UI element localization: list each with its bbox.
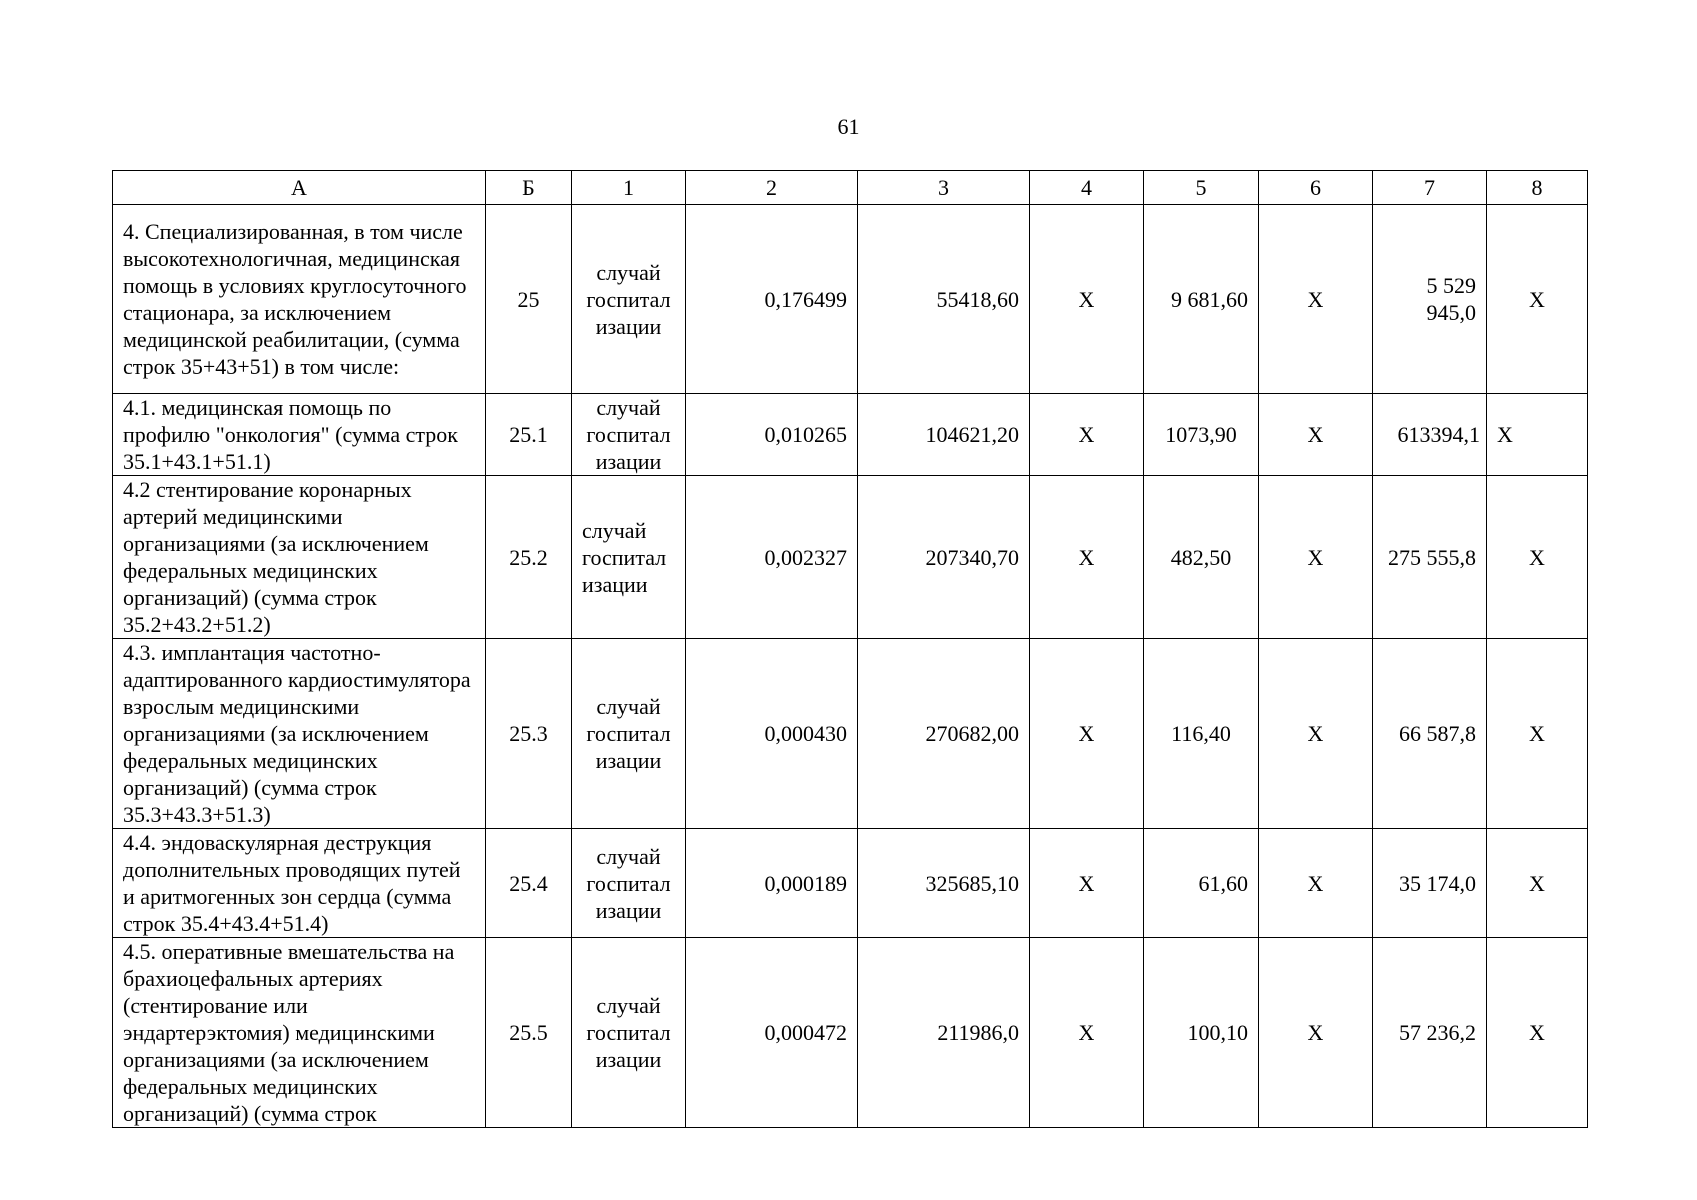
col5-cell: 9 681,60 bbox=[1144, 205, 1259, 394]
col2-cell: 0,000430 bbox=[686, 639, 858, 829]
col4-cell: Х bbox=[1030, 829, 1144, 938]
col5-cell: 1073,90 bbox=[1144, 394, 1259, 476]
col4-cell: Х bbox=[1030, 476, 1144, 639]
row-name-cell: 4. Специализированная, в том числе высокотехнологичная, медицинская помощь в условиях круглосуточного стационара, за исключением медицинской реабилитации, (сумма строк 35+43+51) в том числе: bbox=[113, 205, 486, 394]
col3-cell: 211986,0 bbox=[858, 938, 1030, 1128]
col4-cell: Х bbox=[1030, 639, 1144, 829]
col8-cell: Х bbox=[1487, 938, 1588, 1128]
page-number: 61 bbox=[837, 114, 860, 139]
header-cell-8: 8 bbox=[1487, 171, 1588, 205]
header-cell-7: 7 bbox=[1373, 171, 1487, 205]
table-row bbox=[113, 639, 1588, 829]
row-name-cell: 4.1. медицинская помощь по профилю "онкология" (сумма строк 35.1+43.1+51.1) bbox=[113, 394, 486, 476]
table-row bbox=[113, 938, 1588, 1128]
header-cell-3: 3 bbox=[858, 171, 1030, 205]
row-name-cell: 4.2 стентирование коронарных артерий медицинскими организациями (за исключением федеральных медицинских организаций) (сумма строк 35.2+43.2+51.2) bbox=[113, 476, 486, 639]
col6-cell: Х bbox=[1259, 938, 1373, 1128]
table-row bbox=[113, 476, 1588, 639]
row-name-cell: 4.5. оперативные вмешательства на брахиоцефальных артериях (стентирование или эндартерэктомия) медицинскими организациями (за исключением федеральных медицинских организаций) (сумма строк bbox=[113, 938, 486, 1128]
col4-cell: Х bbox=[1030, 938, 1144, 1128]
row-name-cell: 4.3. имплантация частотно-адаптированного кардиостимулятора взрослым медицинскими организациями (за исключением федеральных медицинских организаций) (сумма строк 35.3+43.3+51.3) bbox=[113, 639, 486, 829]
col8-cell: Х bbox=[1487, 476, 1588, 639]
col5-cell: 482,50 bbox=[1144, 476, 1259, 639]
row-number-cell: 25.1 bbox=[486, 394, 572, 476]
col8-cell: Х bbox=[1487, 394, 1588, 476]
col3-cell: 207340,70 bbox=[858, 476, 1030, 639]
row-number-cell: 25.4 bbox=[486, 829, 572, 938]
row-name-cell: 4.4. эндоваскулярная деструкция дополнительных проводящих путей и аритмогенных зон сердца (сумма строк 35.4+43.4+51.4) bbox=[113, 829, 486, 938]
unit-cell: случай госпитал изации bbox=[572, 205, 686, 394]
unit-cell: случай госпитал изации bbox=[572, 829, 686, 938]
col2-cell: 0,010265 bbox=[686, 394, 858, 476]
row-number-cell: 25.3 bbox=[486, 639, 572, 829]
header-cell-2: 2 bbox=[686, 171, 858, 205]
row-number-cell: 25.5 bbox=[486, 938, 572, 1128]
data-table bbox=[112, 170, 1588, 1128]
header-cell-5: 5 bbox=[1144, 171, 1259, 205]
table-header-row bbox=[113, 171, 1588, 205]
header-cell-a: А bbox=[113, 171, 486, 205]
header-cell-b: Б bbox=[486, 171, 572, 205]
col5-cell: 100,10 bbox=[1144, 938, 1259, 1128]
unit-cell: случай госпитал изации bbox=[572, 938, 686, 1128]
col3-cell: 325685,10 bbox=[858, 829, 1030, 938]
col2-cell: 0,176499 bbox=[686, 205, 858, 394]
header-cell-4: 4 bbox=[1030, 171, 1144, 205]
col6-cell: Х bbox=[1259, 476, 1373, 639]
col6-cell: Х bbox=[1259, 639, 1373, 829]
table-row bbox=[113, 205, 1588, 394]
col7-cell: 57 236,2 bbox=[1373, 938, 1487, 1128]
col8-cell: Х bbox=[1487, 639, 1588, 829]
col7-cell: 275 555,8 bbox=[1373, 476, 1487, 639]
col4-cell: Х bbox=[1030, 394, 1144, 476]
col2-cell: 0,000472 bbox=[686, 938, 858, 1128]
col6-cell: Х bbox=[1259, 829, 1373, 938]
col6-cell: Х bbox=[1259, 394, 1373, 476]
col2-cell: 0,002327 bbox=[686, 476, 858, 639]
col8-cell: Х bbox=[1487, 205, 1588, 394]
col6-cell: Х bbox=[1259, 205, 1373, 394]
row-number-cell: 25 bbox=[486, 205, 572, 394]
unit-cell: случай госпитал изации bbox=[572, 394, 686, 476]
col2-cell: 0,000189 bbox=[686, 829, 858, 938]
col7-cell: 5 529 945,0 bbox=[1373, 205, 1487, 394]
col5-cell: 61,60 bbox=[1144, 829, 1259, 938]
col8-cell: Х bbox=[1487, 829, 1588, 938]
unit-cell: случай госпитал изации bbox=[572, 476, 686, 639]
col3-cell: 55418,60 bbox=[858, 205, 1030, 394]
unit-cell: случай госпитал изации bbox=[572, 639, 686, 829]
table-row bbox=[113, 394, 1588, 476]
table-row bbox=[113, 829, 1588, 938]
col4-cell: Х bbox=[1030, 205, 1144, 394]
col7-cell: 66 587,8 bbox=[1373, 639, 1487, 829]
col5-cell: 116,40 bbox=[1144, 639, 1259, 829]
col3-cell: 270682,00 bbox=[858, 639, 1030, 829]
row-number-cell: 25.2 bbox=[486, 476, 572, 639]
header-cell-1: 1 bbox=[572, 171, 686, 205]
col3-cell: 104621,20 bbox=[858, 394, 1030, 476]
header-cell-6: 6 bbox=[1259, 171, 1373, 205]
col7-cell: 35 174,0 bbox=[1373, 829, 1487, 938]
col7-cell: 613394,1 bbox=[1373, 394, 1487, 476]
